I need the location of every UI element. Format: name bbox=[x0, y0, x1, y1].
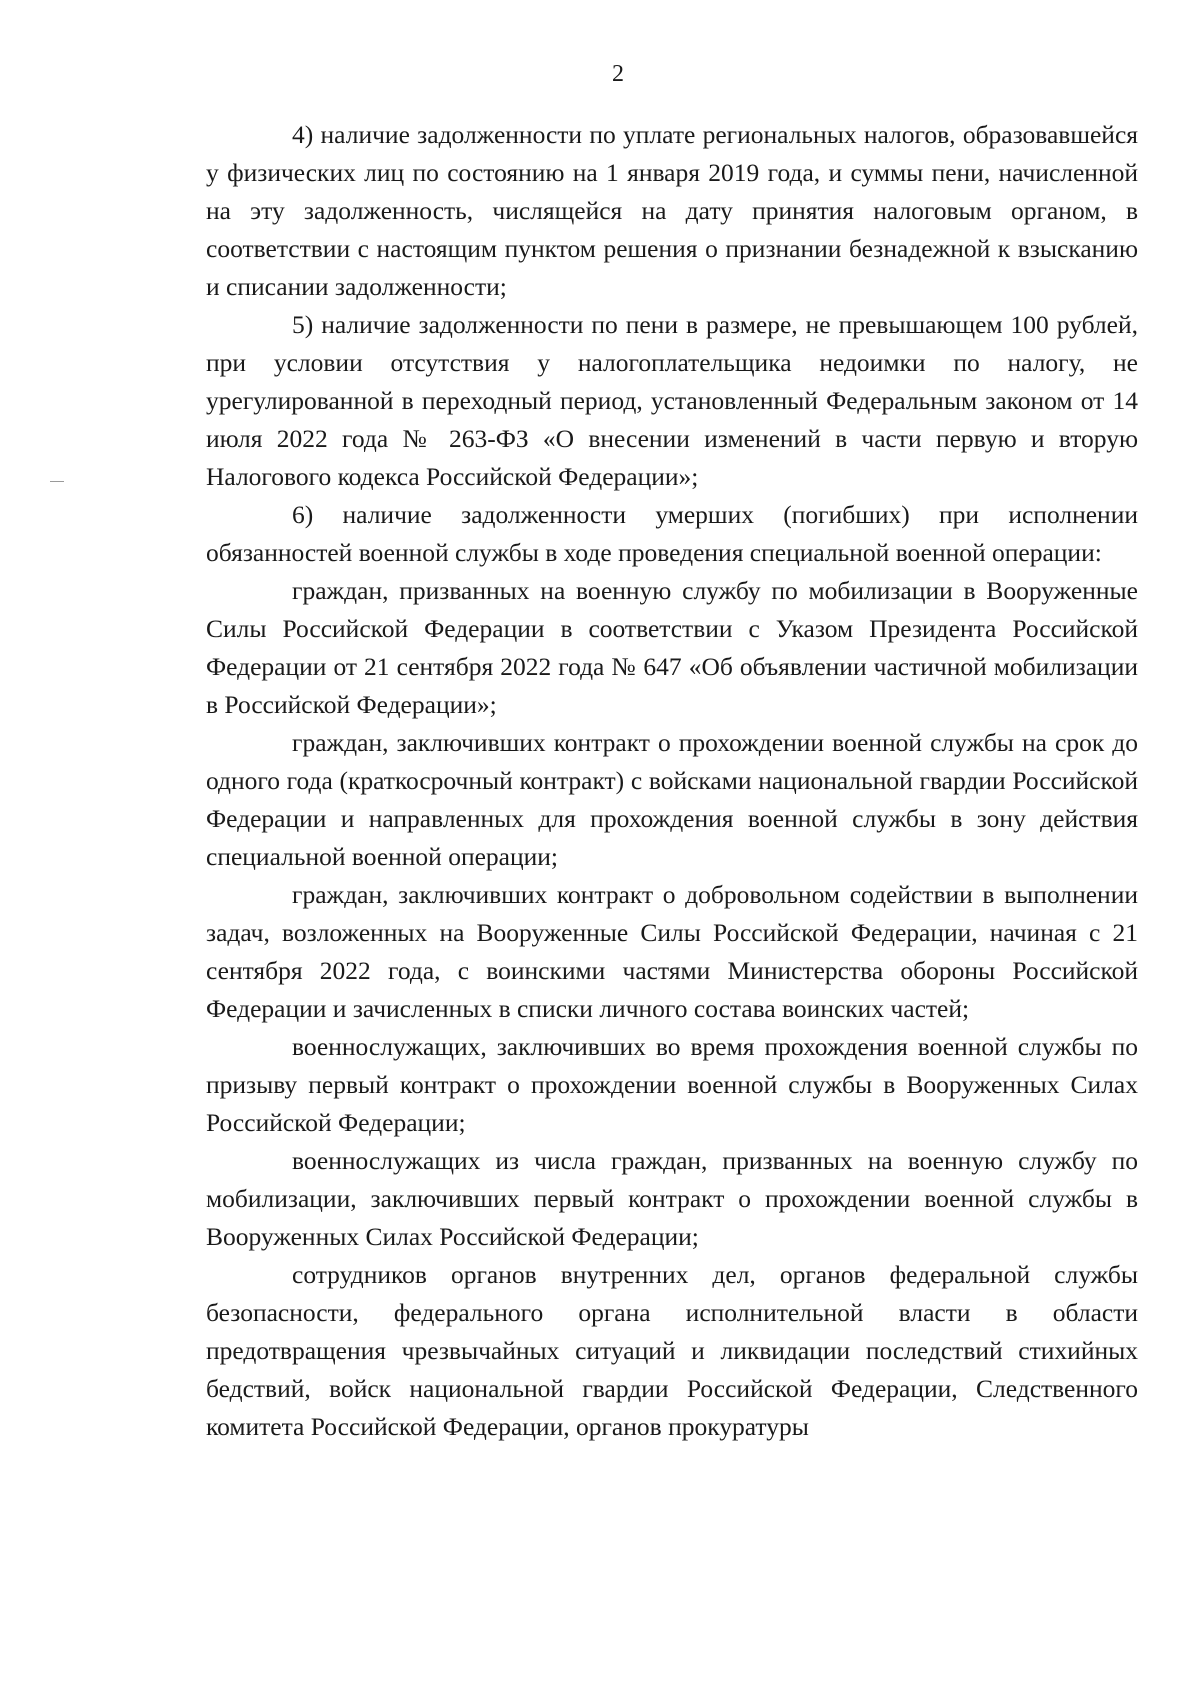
paragraph-mobilized-citizens: граждан, призванных на военную службу по мобилизации в Вооруженные Силы Российской Федерации в соответствии с Указом Президента Российской Федерации от 21 сентября 2022 года № 647 «Об объявлении частичной мобилизации в Российской Федерации»; bbox=[206, 576, 1138, 719]
paragraph-item-5: 5) наличие задолженности по пени в размере, не превышающем 100 рублей, при условии отсутствия у налогоплательщика недоимки по налогу, не урегулированной в переходный период, установленный Федеральным законом от 14 июля 2022 года № 263-ФЗ «О внесении изменений в части первую и вторую Налогового кодекса Российской Федерации»; bbox=[206, 310, 1138, 491]
paragraph-item-6: 6) наличие задолженности умерших (погибших) при исполнении обязанностей военной службы в ходе проведения специальной военной операции: bbox=[206, 500, 1138, 567]
paragraph-volunteer-contract: граждан, заключивших контракт о добровольном содействии в выполнении задач, возложенных на Вооруженные Силы Российской Федерации, начиная с 21 сентября 2022 года, с воинскими частями Министерства обороны Российской Федерации и зачисленных в списки личного состава воинских частей; bbox=[206, 880, 1138, 1023]
paragraph-conscript-contract: военнослужащих, заключивших во время прохождения военной службы по призыву первый контракт о прохождении военной службы в Вооруженных Силах Российской Федерации; bbox=[206, 1032, 1138, 1137]
paragraph-short-term-contract: граждан, заключивших контракт о прохождении военной службы на срок до одного года (краткосрочный контракт) с войсками национальной гвардии Российской Федерации и направленных для прохождения военной службы в зону действия специальной военной операции; bbox=[206, 728, 1138, 871]
paragraph-item-4: 4) наличие задолженности по уплате региональных налогов, образовавшейся у физических лиц по состоянию на 1 января 2019 года, и суммы пени, начисленной на эту задолженность, числящейся на дату принятия налоговым органом, в соответствии с настоящим пунктом решения о признании безнадежной к взысканию и списании задолженности; bbox=[206, 120, 1138, 301]
document-body bbox=[206, 116, 1138, 1446]
scan-margin-mark bbox=[50, 481, 64, 482]
page-number: 2 bbox=[612, 61, 624, 87]
paragraph-mobilized-contract: военнослужащих из числа граждан, призванных на военную службу по мобилизации, заключивших первый контракт о прохождении военной службы в Вооруженных Силах Российской Федерации; bbox=[206, 1146, 1138, 1251]
paragraph-law-enforcement: сотрудников органов внутренних дел, органов федеральной службы безопасности, федерального органа исполнительной власти в области предотвращения чрезвычайных ситуаций и ликвидации последствий стихийных бедствий, войск национальной гвардии Российской Федерации, Следственного комитета Российской Федерации, органов прокуратуры bbox=[206, 1260, 1138, 1441]
